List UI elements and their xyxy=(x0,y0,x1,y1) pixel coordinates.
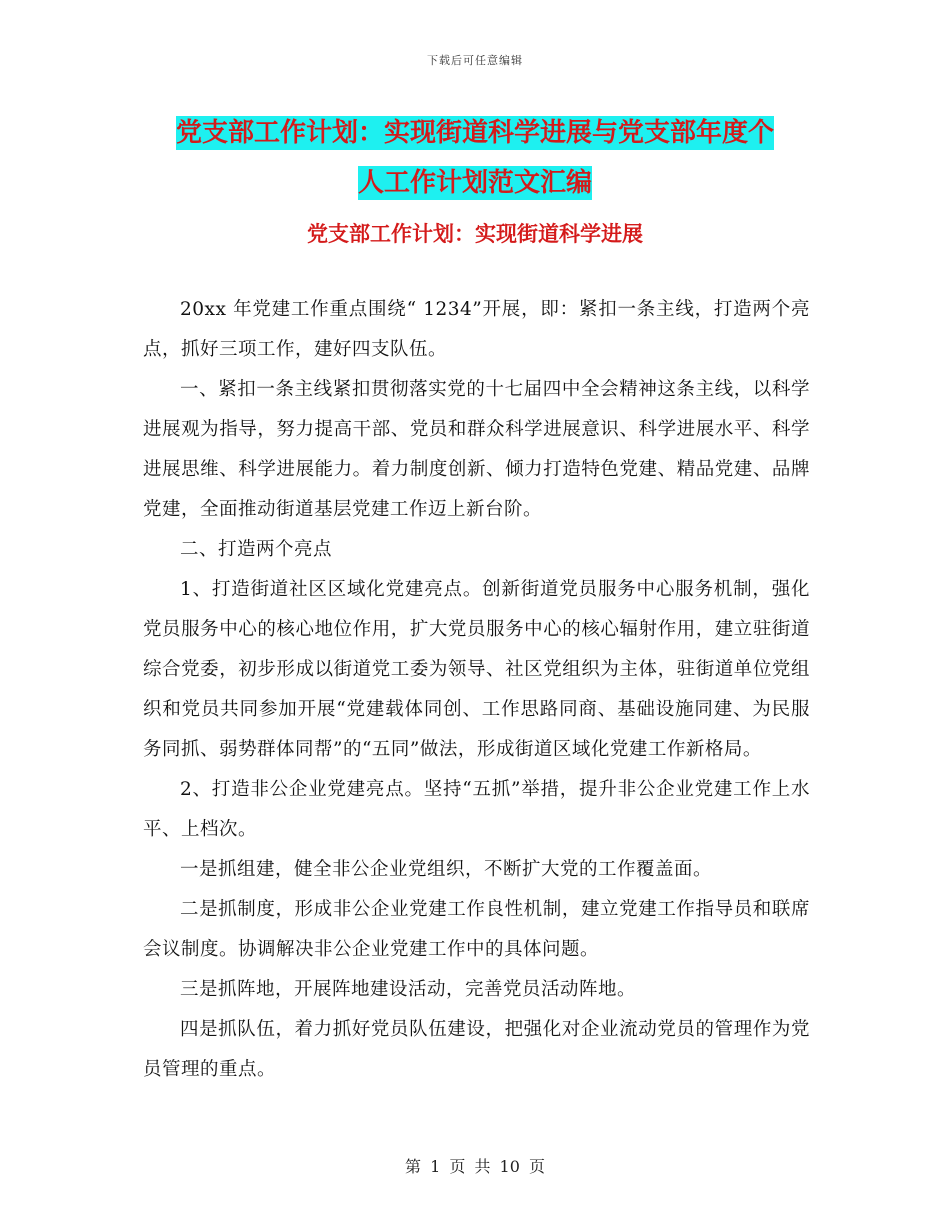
paragraph: 1、打造街道社区区域化党建亮点。创新街道党员服务中心服务机制，强化党员服务中心的核心地位作用，扩大党员服务中心的核心辐射作用，建立驻街道综合党委，初步形成以街道党工委为领导、社区党组织为主体，驻街道单位党组织和党员共同参加开展“党建载体同创、工作思路同商、基础设施同建、为民服务同抓、弱势群体同帮”的“五同”做法，形成街道区域化党建工作新格局。 xyxy=(143,579,810,760)
page-footer: 第 1 页 共 10 页 xyxy=(405,1157,545,1176)
document-title-line-2: 人工作计划范文汇编 xyxy=(357,168,592,198)
paragraph: 2、打造非公企业党建亮点。坚持“五抓”举措，提升非公企业党建工作上水平、上档次。 xyxy=(143,779,810,840)
paragraph: 二、打造两个亮点 xyxy=(180,539,333,560)
paragraph: 一、紧扣一条主线紧扣贯彻落实党的十七届四中全会精神这条主线，以科学进展观为指导，努力提高干部、党员和群众科学进展意识、科学进展水平、科学进展思维、科学进展能力。着力制度创新、倾力打造特色党建、精品党建、品牌党建，全面推动街道基层党建工作迈上新台阶。 xyxy=(143,379,810,520)
body-text xyxy=(143,290,810,1090)
paragraph: 三是抓阵地，开展阵地建设活动，完善党员活动阵地。 xyxy=(180,979,637,1000)
paragraph: 一是抓组建，健全非公企业党组织，不断扩大党的工作覆盖面。 xyxy=(180,859,713,880)
header-note: 下载后可任意编辑 xyxy=(427,54,523,67)
paragraph: 四是抓队伍，着力抓好党员队伍建设，把强化对企业流动党员的管理作为党员管理的重点。 xyxy=(143,1019,810,1080)
document-title-line-1: 党支部工作计划：实现街道科学进展与党支部年度个 xyxy=(175,118,774,148)
section-title: 党支部工作计划：实现街道科学进展 xyxy=(307,222,643,246)
document-title xyxy=(150,108,800,208)
paragraph: 二是抓制度，形成非公企业党建工作良性机制，建立党建工作指导员和联席会议制度。协调解决非公企业党建工作中的具体问题。 xyxy=(143,899,810,960)
paragraph: 20xx 年党建工作重点围绕“ 1234”开展，即：紧扣一条主线，打造两个亮点，抓好三项工作，建好四支队伍。 xyxy=(143,299,810,360)
